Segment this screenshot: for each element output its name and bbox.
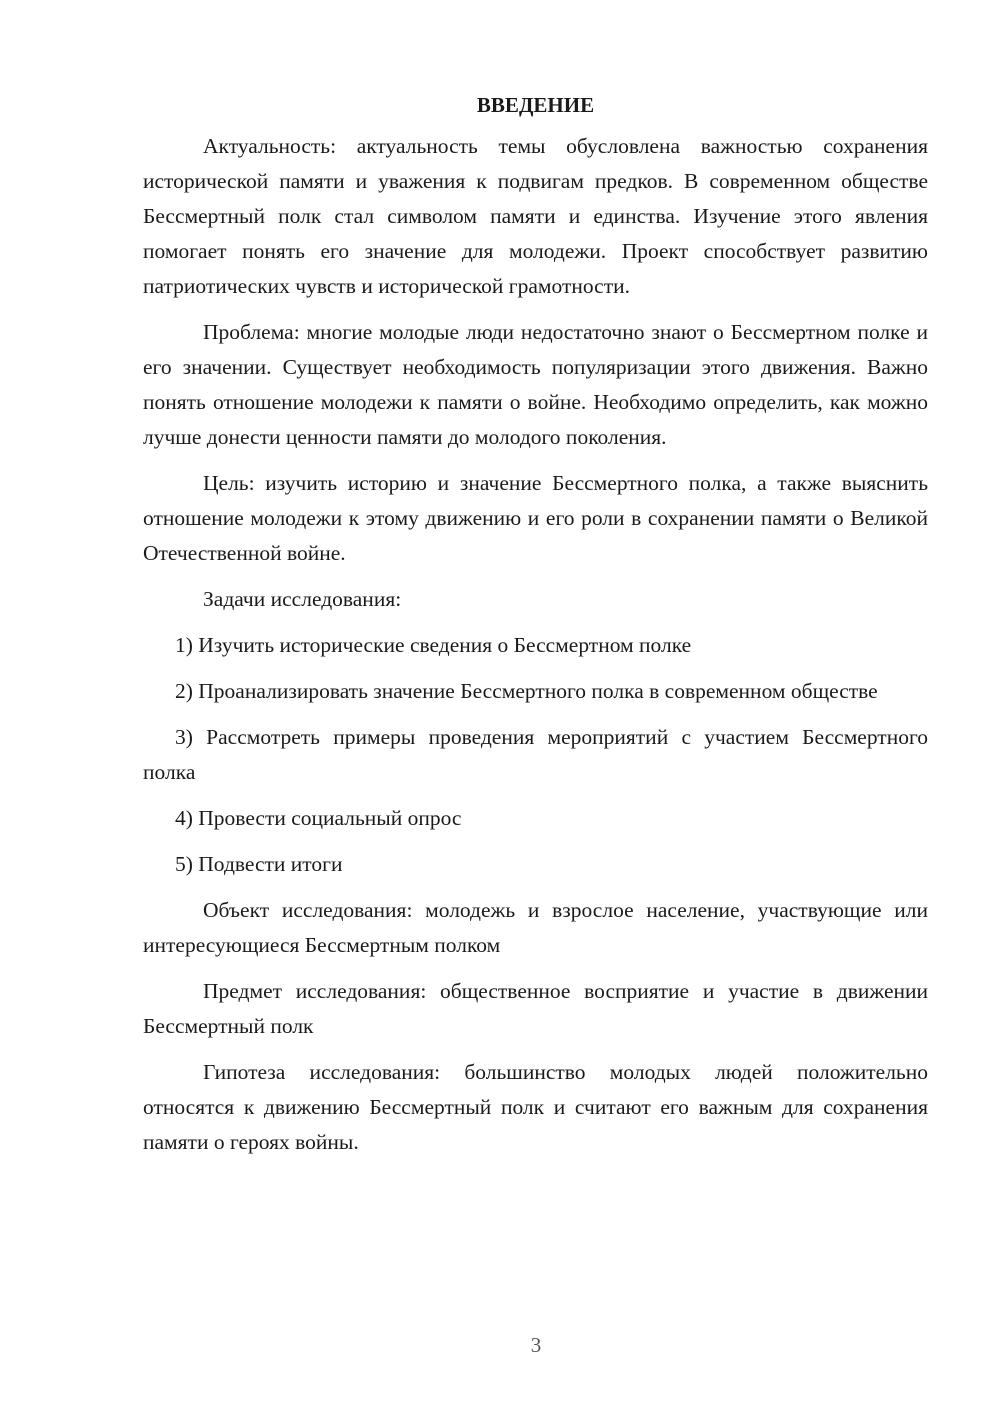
paragraph-subject: Предмет исследования: общественное восприятие и участие в движении Бессмертный полк xyxy=(143,979,928,1038)
paragraph-hypothesis: Гипотеза исследования: большинство молодых людей положительно относятся к движению Бессмертный полк и считают его важным для сохранения памяти о героях войны. xyxy=(143,1060,928,1154)
page-title: ВВЕДЕНИЕ xyxy=(476,93,595,117)
page-number: 3 xyxy=(530,1333,542,1357)
list-item: 1) Изучить исторические сведения о Бессмертном полке xyxy=(175,633,692,657)
paragraph-problem: Проблема: многие молодые люди недостаточно знают о Бессмертном полке и его значении. Существует необходимость популяризации этого движения. Важно понять отношение молодежи к памяти о войне. Необходимо определить, как можно лучше донести ценности памяти до молодого поколения. xyxy=(143,320,928,449)
tasks-list xyxy=(143,628,928,882)
paragraph-object: Объект исследования: молодежь и взрослое население, участвующие или интересующиеся Бессмертным полком xyxy=(143,898,928,957)
list-item: 3) Рассмотреть примеры проведения мероприятий с участием Бессмертного полка xyxy=(143,725,928,784)
list-item: 2) Проанализировать значение Бессмертного полка в современном обществе xyxy=(175,679,878,703)
tasks-heading: Задачи исследования: xyxy=(203,587,402,611)
document-page xyxy=(143,88,928,1171)
list-item: 4) Провести социальный опрос xyxy=(175,806,462,830)
paragraph-relevance: Актуальность: актуальность темы обусловлена важностью сохранения исторической памяти и уважения к подвигам предков. В современном обществе Бессмертный полк стал символом памяти и единства. Изучение этого явления помогает понять его значение для молодежи. Проект способствует развитию патриотических чувств и исторической грамотности. xyxy=(143,134,928,298)
list-item: 5) Подвести итоги xyxy=(175,852,343,876)
paragraph-goal: Цель: изучить историю и значение Бессмертного полка, а также выяснить отношение молодежи к этому движению и его роли в сохранении памяти о Великой Отечественной войне. xyxy=(143,471,928,565)
